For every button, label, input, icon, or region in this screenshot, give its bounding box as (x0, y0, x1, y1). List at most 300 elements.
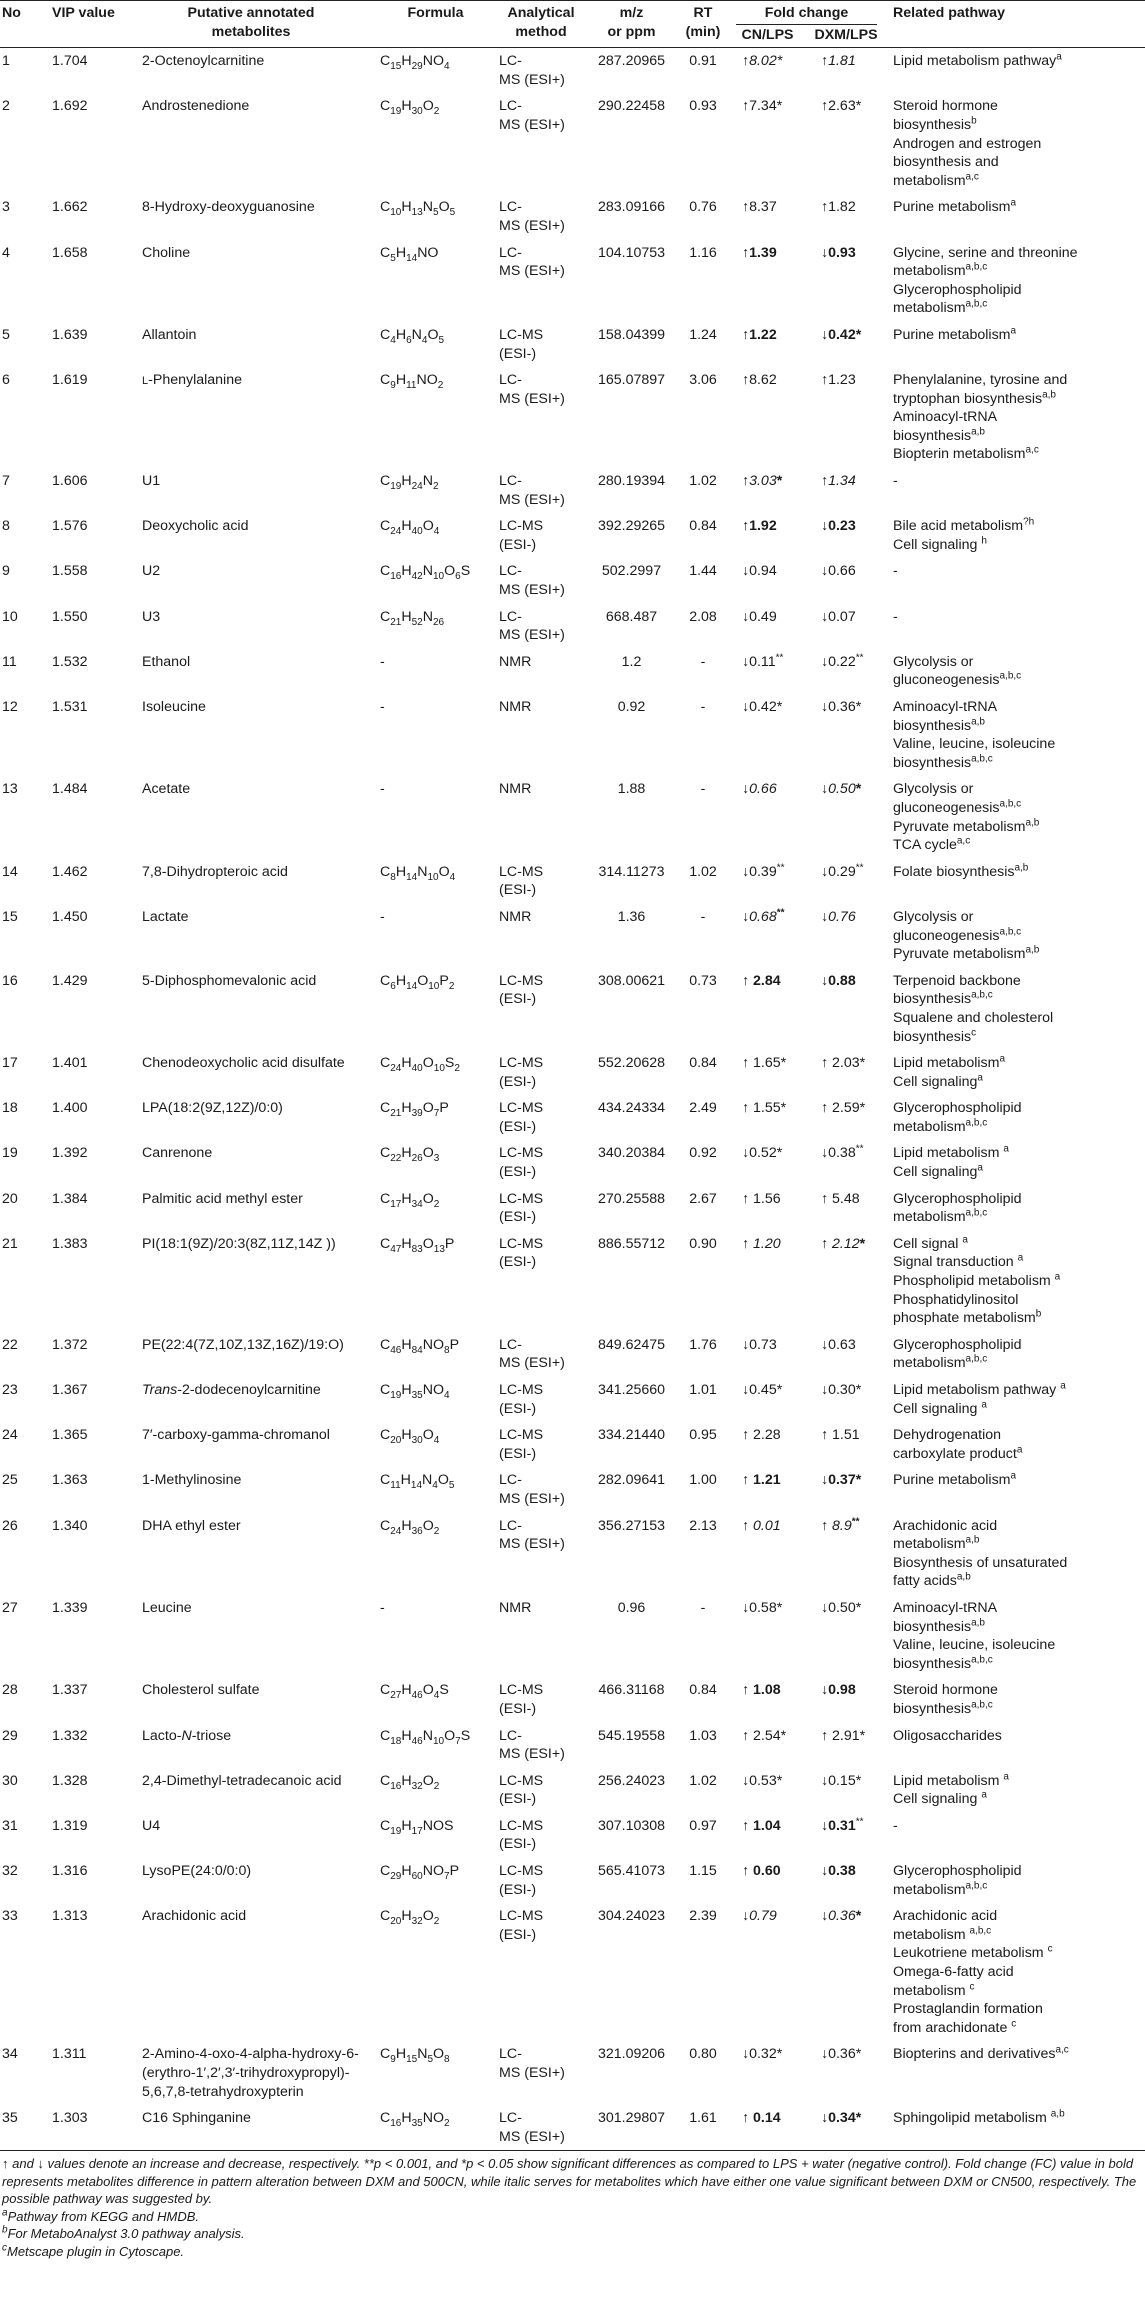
cell-pathway: Purine metabolism$^a$ (893, 325, 1017, 343)
cell-metabolite: Choline (142, 244, 191, 261)
cell-pathway: Purine metabolism$^a$ (893, 1470, 1017, 1489)
cell-dxm-lps: ↓0.38 (821, 1863, 856, 1880)
cell-no: 7 (2, 473, 10, 490)
table-row (0, 322, 1145, 367)
cell-mz: 256.24023 (597, 1772, 666, 1789)
cell-vip: 1.462 (52, 863, 88, 880)
col-header-metabolite-line2: metabolites (211, 23, 291, 40)
cell-rt: - (700, 781, 706, 798)
cell-no: 27 (2, 1599, 18, 1616)
cell-cn-lps: ↓0.79 (742, 1908, 777, 1925)
cell-mz: 466.31168 (598, 1682, 665, 1699)
col-header-method-line1: Analytical (507, 5, 575, 21)
cell-vip: 1.639 (52, 326, 88, 343)
cell-vip: 1.532 (52, 653, 88, 670)
cell-dxm-lps: ↑ 5.48 (821, 1190, 860, 1207)
cell-no: 25 (2, 1472, 18, 1489)
cell-metabolite: LPA(18:2(9Z,12Z)/0:0) (142, 1100, 283, 1117)
cell-rt: 3.06 (689, 372, 717, 389)
cell-dxm-lps: ↑ 2.59* (821, 1100, 866, 1117)
table-body (0, 48, 1145, 2151)
cell-pathway: Glycerophospholipid metabolism$^{a,b,c}$ (893, 1100, 1022, 1135)
cell-no: 9 (2, 563, 10, 580)
cell-method: LC-MS (ESI-) (499, 863, 544, 899)
cell-dxm-lps: ↑2.63* (821, 98, 862, 115)
cell-rt: - (700, 1599, 706, 1616)
cell-formula: $C_{21}H_{39}O_7P$ (380, 1100, 449, 1120)
cell-dxm-lps: ↓0.07 (821, 608, 856, 625)
cell-metabolite: 1-Methylinosine (142, 1472, 242, 1489)
cell-dxm-lps: ↑ 8.9** (821, 1515, 860, 1534)
cell-metabolite: DHA ethyl ester (142, 1517, 241, 1534)
cell-vip: 1.658 (52, 244, 88, 261)
table-row (0, 1422, 1145, 1467)
cell-no: 20 (2, 1190, 18, 1207)
table-row (0, 1332, 1145, 1377)
cell-formula: $C_{10}H_{13}N_5O_5$ (380, 199, 456, 219)
cell-pathway: Dehydrogenation carboxylate product$^a$ (893, 1427, 1023, 1462)
cell-cn-lps: ↑ 1.20 (742, 1235, 781, 1252)
cell-method: LC-MS (ESI-) (499, 1382, 544, 1417)
cell-dxm-lps: ↓0.50* (821, 1599, 862, 1616)
cell-vip: 1.484 (52, 781, 88, 798)
cell-pathway: Lipid metabolism $^a$ Cell signaling$^a$ (893, 1143, 1009, 1181)
cell-pathway: Glycolysis or gluconeogenesis$^{a,b,c}$ Pyruvate metabolism$^{a,b}$ (893, 908, 1040, 963)
cell-metabolite: Trans-2-dodecenoylcarnitine (142, 1382, 321, 1398)
cell-no: 28 (2, 1682, 18, 1699)
cell-metabolite: U4 (142, 1817, 161, 1834)
cell-vip: 1.313 (52, 1908, 88, 1925)
cell-rt: 2.67 (689, 1190, 717, 1207)
table-row (0, 904, 1145, 968)
cell-mz: 283.09166 (597, 199, 666, 216)
cell-no: 34 (2, 2046, 18, 2063)
cell-method: LC- MS (ESI+) (499, 1472, 565, 1507)
cell-rt: 1.16 (689, 244, 717, 261)
table-row (0, 604, 1145, 649)
cell-cn-lps: ↓0.94 (742, 563, 777, 580)
table-row (0, 1858, 1145, 1903)
cell-rt: 0.92 (689, 1145, 717, 1162)
cell-rt: 0.95 (689, 1427, 717, 1444)
cell-formula: $C_{24}H_{36}O_2$ (380, 1517, 440, 1537)
cell-method: LC-MS (ESI-) (499, 518, 544, 553)
cell-cn-lps: ↓0.39** (742, 862, 785, 880)
cell-no: 24 (2, 1427, 18, 1444)
cell-mz: 307.10308 (597, 1817, 666, 1834)
cell-vip: 1.316 (52, 1863, 88, 1880)
cell-metabolite: Palmitic acid methyl ester (142, 1190, 303, 1207)
cell-mz: 668.487 (605, 608, 658, 625)
cell-mz: 304.24023 (597, 1908, 666, 1925)
col-header-metabolite-line1: Putative annotated (187, 5, 315, 21)
cell-mz: 341.25660 (597, 1382, 666, 1398)
cell-vip: 1.372 (52, 1336, 88, 1353)
cell-formula: $C_{20}H_{30}O_4$ (380, 1427, 440, 1447)
cell-metabolite: Allantoin (142, 326, 197, 343)
cell-no: 31 (2, 1817, 18, 1834)
cell-mz: 1.2 (621, 653, 642, 670)
col-header-rt-line2: (min) (685, 23, 721, 40)
cell-rt: 2.39 (689, 1908, 717, 1925)
cell-vip: 1.383 (52, 1235, 88, 1252)
table-row (0, 1903, 1145, 2041)
footnote-c (2, 2243, 1143, 2261)
cell-pathway: Lipid metabolism$^a$ Cell signaling$^a$ (893, 1053, 1006, 1090)
cell-rt: 0.97 (689, 1817, 717, 1834)
table-row (0, 513, 1145, 558)
cell-mz: 886.55712 (597, 1235, 666, 1252)
cell-method: LC- MS (ESI+) (499, 608, 565, 644)
cell-dxm-lps: ↓0.76 (821, 908, 856, 925)
cell-pathway: - (893, 608, 898, 625)
cell-mz: 434.24334 (597, 1100, 666, 1117)
cell-method: LC-MS (ESI-) (499, 1427, 544, 1462)
cell-vip: 1.550 (52, 608, 88, 625)
cell-rt: 2.13 (689, 1517, 717, 1534)
cell-pathway: Purine metabolism$^a$ (893, 197, 1017, 216)
cell-method: NMR (499, 653, 532, 670)
cell-cn-lps: ↑7.34* (742, 98, 783, 115)
cell-vip: 1.450 (52, 908, 88, 925)
cell-mz: 334.21440 (597, 1427, 666, 1444)
cell-dxm-lps: ↑1.81 (821, 53, 856, 70)
cell-mz: 280.19394 (597, 473, 666, 490)
cell-rt: 1.03 (689, 1727, 717, 1744)
table-row (0, 1050, 1145, 1095)
cell-no: 33 (2, 1908, 18, 1925)
cell-pathway: - (893, 1817, 898, 1834)
table-row (0, 1595, 1145, 1677)
table-row (0, 1231, 1145, 1332)
cell-formula: $C_{21}H_{52}N_{26}$ (380, 608, 445, 628)
cell-cn-lps: ↓0.49 (742, 608, 777, 625)
footnote-a-mark: a (2, 2207, 8, 2219)
cell-method: LC-MS (ESI-) (499, 1908, 544, 1943)
cell-pathway: Cell signal $^a$ Signal transduction $^a$ Phospholipid metabolism $^a$ Phosphatidylinositol phosphate metabolism$^b$ (893, 1234, 1061, 1327)
cell-rt: 1.00 (689, 1472, 717, 1489)
cell-vip: 1.392 (52, 1145, 88, 1162)
cell-vip: 1.328 (52, 1772, 88, 1789)
cell-rt: 0.91 (689, 53, 717, 70)
cell-rt: 1.02 (689, 1772, 717, 1789)
table-row (0, 1140, 1145, 1185)
table-row (0, 2105, 1145, 2151)
cell-formula: $C_{11}H_{14}N_4O_5$ (380, 1472, 455, 1492)
cell-pathway: Steroid hormone biosynthesis$^{a,b,c}$ (893, 1682, 998, 1717)
table-row (0, 367, 1145, 468)
cell-formula: $C_{18}H_{46}N_{10}O_7S$ (380, 1727, 471, 1747)
cell-formula: - (380, 781, 385, 798)
cell-formula: $C_{19}H_{17}NOS$ (380, 1817, 454, 1837)
cell-method: LC- MS (ESI+) (499, 98, 565, 133)
cell-vip: 1.619 (52, 372, 88, 389)
cell-mz: 1.36 (617, 908, 646, 925)
cell-method: LC-MS (ESI-) (499, 1235, 544, 1271)
cell-cn-lps: ↓0.53* (742, 1772, 783, 1789)
cell-mz: 165.07897 (597, 372, 666, 389)
cell-method: LC- MS (ESI+) (499, 1727, 565, 1763)
cell-method: LC-MS (ESI-) (499, 1190, 544, 1226)
cell-cn-lps: ↑1.22 (742, 326, 777, 343)
cell-formula: - (380, 908, 385, 925)
cell-cn-lps: ↑ 1.04 (742, 1817, 781, 1834)
cell-formula: $C_{47}H_{83}O_{13}P$ (380, 1235, 455, 1255)
col-header-rt (678, 1, 728, 48)
cell-pathway: Aminoacyl-tRNA biosynthesis$^{a,b}$ Valine, leucine, isoleucine biosynthesis$^{a,b,c}$ (893, 699, 1056, 771)
cell-method: LC-MS (ESI-) (499, 1863, 544, 1898)
cell-cn-lps: ↑1.92 (742, 518, 777, 535)
table-row (0, 194, 1145, 239)
cell-vip: 1.319 (52, 1817, 88, 1834)
cell-method: LC- MS (ESI+) (499, 1517, 565, 1553)
cell-no: 8 (2, 518, 10, 535)
table-row (0, 1768, 1145, 1813)
cell-vip: 1.384 (52, 1190, 88, 1207)
footnote-b (2, 2225, 1143, 2243)
table-row (0, 859, 1145, 904)
cell-pathway: Glycolysis or gluconeogenesis$^{a,b,c}$ Pyruvate metabolism$^{a,b}$ TCA cycle$^{a,c}$ (893, 781, 1040, 854)
col-header-formula: Formula (407, 5, 464, 21)
table-row (0, 1813, 1145, 1858)
cell-dxm-lps: ↓0.66 (821, 563, 856, 580)
cell-no: 10 (2, 608, 18, 625)
cell-cn-lps: ↓0.11** (742, 652, 784, 670)
cell-vip: 1.429 (52, 972, 88, 989)
cell-formula: $C_5H_{14}NO$ (380, 244, 439, 264)
cell-pathway: Steroid hormone biosynthesis$^b$ Androgen and estrogen biosynthesis and metabolism$^{a,c}$ (893, 98, 1042, 189)
cell-mz: 340.20384 (597, 1145, 666, 1162)
cell-rt: 1.02 (689, 473, 717, 490)
cell-rt: 0.84 (689, 518, 717, 535)
col-header-mz (585, 1, 678, 48)
cell-mz: 545.19558 (597, 1727, 666, 1744)
footnote-b-text: For MetaboAnalyst 3.0 pathway analysis. (7, 2226, 245, 2242)
cell-formula: $C_{16}H_{42}N_{10}O_6S$ (380, 563, 471, 583)
cell-rt: 1.01 (689, 1382, 717, 1398)
cell-dxm-lps: ↓0.93 (821, 244, 856, 261)
cell-formula: - (380, 653, 385, 670)
cell-method: LC-MS (ESI-) (499, 972, 544, 1008)
cell-cn-lps: ↑ 1.65* (742, 1055, 787, 1072)
cell-dxm-lps: ↓0.23 (821, 518, 856, 535)
cell-pathway: Arachidonic acid metabolism $^{a,b,c}$ Leukotriene metabolism $^c$ Omega-6-fatty acid metabolism $^c$ Prostaglandin formation from arachidonate $^c$ (893, 1908, 1053, 2036)
cell-pathway: Aminoacyl-tRNA biosynthesis$^{a,b}$ Valine, leucine, isoleucine biosynthesis$^{a,b,c}$ (893, 1599, 1056, 1672)
cell-metabolite: LysoPE(24:0/0:0) (142, 1863, 252, 1880)
cell-vip: 1.576 (52, 518, 88, 535)
table-row (0, 1095, 1145, 1140)
cell-dxm-lps: ↑1.34 (821, 473, 856, 490)
col-header-vip: VIP value (52, 5, 115, 21)
cell-metabolite: 2,4-Dimethyl-tetradecanoic acid (142, 1772, 342, 1789)
cell-pathway: - (893, 473, 898, 490)
cell-vip: 1.340 (52, 1517, 88, 1534)
cell-rt: 1.15 (689, 1863, 717, 1880)
cell-vip: 1.339 (52, 1599, 88, 1616)
cell-cn-lps: ↓0.45* (742, 1382, 783, 1398)
cell-pathway: Lipid metabolism pathway $^a$ Cell signaling $^a$ (893, 1380, 1066, 1417)
cell-metabolite: U2 (142, 563, 161, 580)
col-header-fold-change (728, 1, 885, 26)
cell-formula: - (380, 1599, 385, 1616)
cell-mz: 314.11273 (598, 863, 665, 880)
cell-mz: 552.20628 (597, 1055, 666, 1072)
cell-mz: 282.09641 (597, 1472, 666, 1489)
cell-metabolite: Leucine (142, 1599, 192, 1616)
cell-dxm-lps: ↑1.82 (821, 199, 856, 216)
cell-rt: 0.73 (689, 972, 717, 989)
cell-formula: $C_{17}H_{34}O_2$ (380, 1190, 440, 1210)
cell-cn-lps: ↑ 2.54* (742, 1727, 787, 1744)
cell-method: LC- MS (ESI+) (499, 1336, 565, 1372)
col-header-no: No (2, 5, 21, 21)
footnote-b-mark: b (2, 2225, 8, 2237)
cell-metabolite: C16 Sphinganine (142, 2110, 251, 2127)
cell-mz: 356.27153 (597, 1517, 666, 1534)
cell-no: 23 (2, 1382, 18, 1398)
cell-metabolite: Lactate (142, 908, 189, 925)
cell-metabolite: Chenodeoxycholic acid disulfate (142, 1055, 345, 1072)
cell-pathway: Glycolysis or gluconeogenesis$^{a,b,c}$ (893, 653, 1022, 689)
cell-cn-lps: ↑8.37 (742, 199, 777, 216)
cell-metabolite: Deoxycholic acid (142, 518, 249, 535)
cell-no: 17 (2, 1055, 18, 1072)
cell-method: NMR (499, 781, 532, 798)
cell-mz: 104.10753 (597, 244, 666, 261)
table-row (0, 1677, 1145, 1722)
cell-dxm-lps: ↑ 2.12* (821, 1235, 866, 1252)
table-row (0, 694, 1145, 776)
cell-no: 15 (2, 908, 18, 925)
cell-metabolite: Canrenone (142, 1145, 213, 1162)
cell-dxm-lps: ↓0.50* (821, 781, 862, 798)
cell-metabolite: 7,8-Dihydropteroic acid (142, 863, 288, 880)
cell-vip: 1.662 (52, 199, 88, 216)
cell-no: 1 (2, 53, 10, 70)
cell-vip: 1.400 (52, 1100, 88, 1117)
cell-vip: 1.332 (52, 1727, 88, 1744)
table-row (0, 968, 1145, 1050)
cell-method: LC-MS (ESI-) (499, 1145, 544, 1181)
cell-mz: 270.25588 (597, 1190, 666, 1207)
cell-method: LC- MS (ESI+) (499, 199, 565, 234)
cell-rt: 0.84 (689, 1055, 717, 1072)
cell-metabolite: Lacto-N-triose (142, 1727, 232, 1744)
cell-dxm-lps: ↓0.34* (821, 2110, 862, 2127)
col-header-method-line2: method (515, 23, 567, 40)
cell-dxm-lps: ↓0.30* (821, 1382, 862, 1398)
cell-metabolite: U1 (142, 473, 161, 490)
cell-formula: $C_{27}H_{46}O_4S$ (380, 1682, 449, 1702)
cell-method: NMR (499, 1599, 532, 1616)
cell-no: 22 (2, 1336, 18, 1353)
cell-formula: $C_{22}H_{26}O_3$ (380, 1145, 440, 1165)
cell-formula: $C_{16}H_{35}NO_2$ (380, 2110, 450, 2130)
cell-pathway: Lipid metabolism pathway$^a$ (893, 51, 1062, 70)
cell-metabolite: U3 (142, 608, 161, 625)
cell-dxm-lps: ↓0.98 (821, 1682, 856, 1699)
cell-no: 19 (2, 1145, 18, 1162)
cell-dxm-lps: ↓0.22** (821, 652, 864, 670)
table-row (0, 1513, 1145, 1595)
cell-cn-lps: ↓0.73 (742, 1336, 777, 1353)
cell-method: LC- MS (ESI+) (499, 473, 565, 508)
cell-vip: 1.531 (52, 699, 88, 715)
cell-metabolite: 8-Hydroxy-deoxyguanosine (142, 199, 315, 216)
cell-no: 2 (2, 98, 10, 115)
cell-vip: 1.692 (52, 98, 88, 115)
footnote-c-mark: c (2, 2242, 7, 2254)
cell-mz: 290.22458 (597, 98, 666, 115)
table-row (0, 240, 1145, 322)
cell-pathway: Glycerophospholipid metabolism$^{a,b,c}$ (893, 1336, 1022, 1372)
cell-method: LC- MS (ESI+) (499, 2110, 565, 2145)
table-row (0, 48, 1145, 94)
cell-pathway: Glycerophospholipid metabolism$^{a,b,c}$ (893, 1863, 1022, 1898)
cell-dxm-lps: ↓0.29** (821, 862, 864, 880)
cell-cn-lps: ↓0.32* (742, 2046, 783, 2063)
cell-rt: - (700, 699, 706, 715)
table-row (0, 1723, 1145, 1768)
cell-metabolite: Acetate (142, 781, 191, 798)
cell-no: 29 (2, 1727, 18, 1744)
cell-pathway: Sphingolipid metabolism $^{a,b}$ (893, 2108, 1065, 2127)
cell-metabolite: Cholesterol sulfate (142, 1682, 260, 1699)
cell-no: 13 (2, 781, 18, 798)
cell-method: LC-MS (ESI-) (499, 1682, 544, 1717)
cell-cn-lps: ↓0.42* (742, 699, 783, 715)
cell-cn-lps: ↓0.68** (742, 907, 785, 925)
cell-method: LC- MS (ESI+) (499, 372, 565, 407)
cell-cn-lps: ↑8.62 (742, 372, 777, 389)
cell-mz: 502.2997 (601, 563, 662, 580)
cell-metabolite: 2-Octenoylcarnitine (142, 53, 265, 70)
cell-no: 12 (2, 699, 18, 715)
cell-metabolite: L-Phenylalanine (142, 372, 242, 389)
cell-dxm-lps: ↓0.31** (821, 1816, 864, 1834)
cell-formula: $C_{24}H_{40}O_4$ (380, 518, 440, 538)
cell-pathway: Lipid metabolism $^a$ Cell signaling $^a$ (893, 1770, 1009, 1808)
cell-formula: $C_{19}H_{35}NO_4$ (380, 1382, 450, 1401)
cell-cn-lps: ↑3.03* (742, 473, 783, 490)
cell-formula: $C_{46}H_{84}NO_8P$ (380, 1336, 460, 1356)
cell-mz: 308.00621 (597, 972, 666, 989)
cell-method: LC- MS (ESI+) (499, 563, 565, 599)
cell-pathway: Biopterins and derivatives$^{a,c}$ (893, 2044, 1069, 2063)
footnote-a (2, 2208, 1143, 2226)
cell-dxm-lps: ↓0.88 (821, 972, 856, 989)
cell-pathway: Glycerophospholipid metabolism$^{a,b,c}$ (893, 1190, 1022, 1226)
cell-cn-lps: ↑ 1.08 (742, 1682, 781, 1699)
cell-formula: - (380, 699, 385, 715)
cell-no: 5 (2, 326, 10, 343)
cell-no: 16 (2, 972, 18, 989)
cell-vip: 1.401 (52, 1055, 88, 1072)
cell-no: 18 (2, 1100, 18, 1117)
cell-vip: 1.704 (52, 53, 88, 70)
cell-dxm-lps: ↑ 2.91* (821, 1727, 866, 1744)
cell-cn-lps: ↑ 0.01 (742, 1517, 781, 1534)
table-row (0, 2041, 1145, 2105)
cell-method: LC- MS (ESI+) (499, 244, 565, 280)
cell-mz: 565.41073 (597, 1863, 666, 1880)
table-row (0, 468, 1145, 513)
cell-formula: $C_4H_6N_4O_5$ (380, 326, 445, 346)
cell-cn-lps: ↑ 0.60 (742, 1863, 781, 1880)
cell-formula: $C_9H_{11}NO_2$ (380, 372, 444, 391)
cell-metabolite: Androstenedione (142, 98, 250, 115)
cell-formula: $C_9H_{15}N_5O_8$ (380, 2046, 450, 2066)
